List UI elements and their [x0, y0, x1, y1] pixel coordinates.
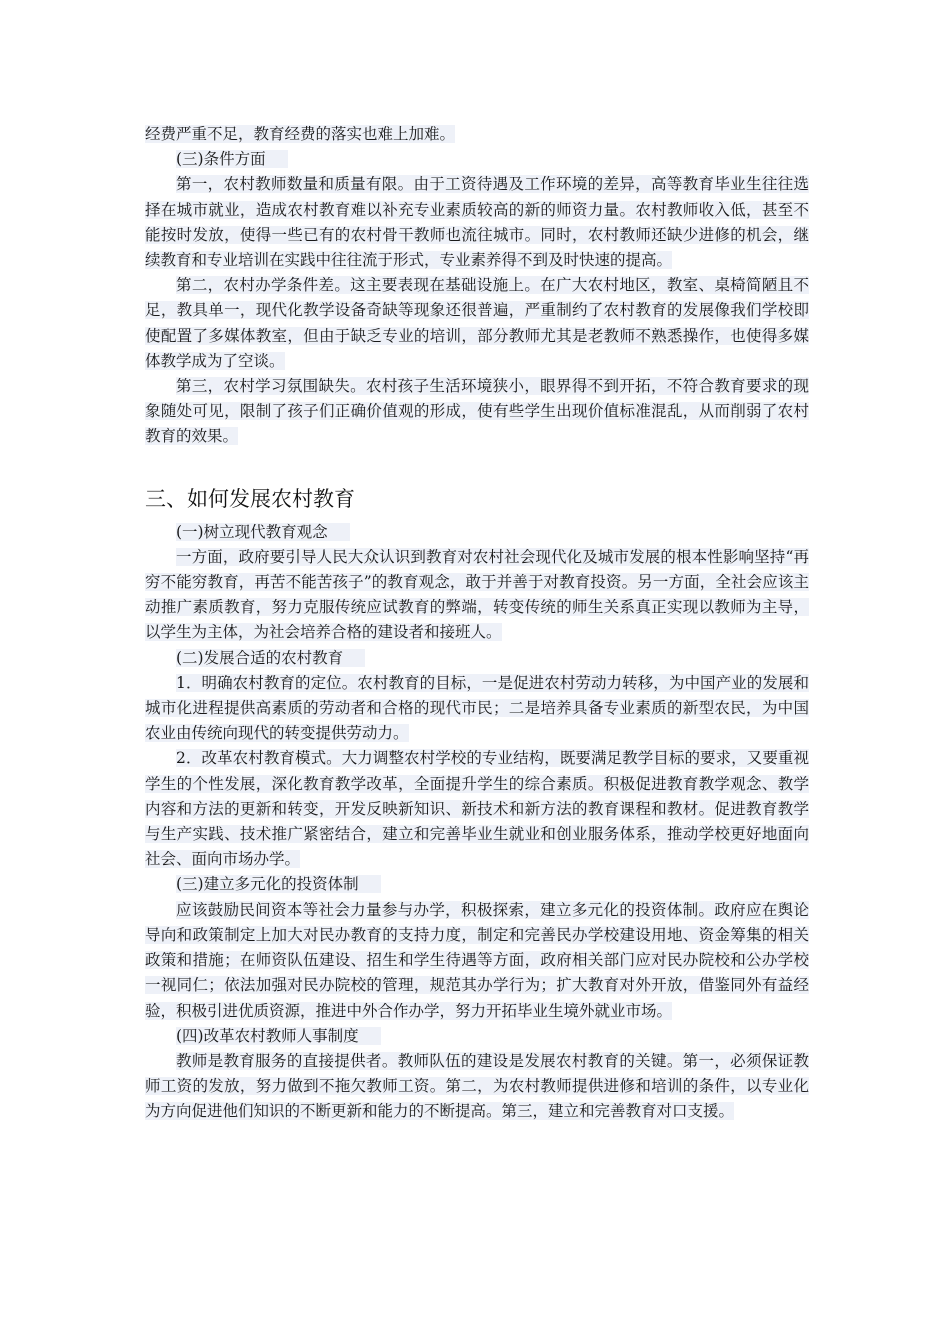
paragraph-modern-concept: [145, 545, 809, 646]
subheading-personnel: [145, 1024, 809, 1049]
paragraph-reform-model: [145, 746, 809, 872]
paragraph-text: 第一，农村教师数量和质量有限。由于工资待遇及工作环境的差异，高等教育毕业生往往选择在城市就业，造成农村教育难以补充专业素质较高的新的师资力量。农村教师收入低，甚至不能按时发放，使得一些已有的农村骨干教师也流往城市。同时，农村教师还缺少进修的机会，继续教育和专业培训在实践中往往流于形式，专业素养得不到及时快速的提高。: [145, 175, 809, 270]
paragraph-condition-1: [145, 172, 809, 273]
paragraph-text: 2．改革农村教育模式。大力调整农村学校的专业结构，既要满足教学目标的要求，又要重视学生的个性发展，深化教育教学改革，全面提升学生的综合素质。积极促进教育教学观念、教学内容和方法的更新和转变，开发反映新知识、新技术和新方法的教育课程和教材。促进教育教学与生产实践、技术推广紧密结合，建立和完善毕业生就业和创业服务体系，推动学校更好地面向社会、面向市场办学。: [145, 749, 809, 869]
paragraph-intro: [145, 122, 809, 147]
page-content: [145, 122, 809, 1125]
paragraph-text: 1．明确农村教育的定位。农村教育的目标，一是促进农村劳动力转移，为中国产业的发展和城市化进程提供高素质的劳动者和合格的现代市民；二是培养具备专业素质的新型农民，为中国农业由传统向现代的转变提供劳动力。: [145, 673, 809, 743]
paragraph-condition-2: [145, 273, 809, 374]
paragraph-personnel: [145, 1049, 809, 1125]
subheading-text: (二)发展合适的农村教育: [176, 649, 365, 667]
subheading-conditions: [145, 147, 809, 172]
paragraph-positioning: [145, 671, 809, 747]
paragraph-text: 应该鼓励民间资本等社会力量参与办学，积极探索，建立多元化的投资体制。政府应在舆论导向和政策制定上加大对民办教育的支持力度，制定和完善民办学校建设用地、资金筹集的相关政策和措施；在师资队伍建设、招生和学生待遇等方面，政府相关部门应对民办院校和公办学校一视同仁；依法加强对民办院校的管理，规范其办学行为；扩大教育对外开放，借鉴同外有益经验，积极引进优质资源，推进中外合作办学，努力开拓毕业生境外就业市场。: [145, 900, 809, 1020]
paragraph-condition-3: [145, 374, 809, 450]
subheading-text: (一)树立现代教育观念: [176, 523, 350, 541]
paragraph-text: 一方面，政府要引导人民大众认识到教育对农村社会现代化及城市发展的根本性影响坚持“再穷不能穷教育，再苦不能苦孩子”的教育观念，敢于并善于对教育投资。另一方面，全社会应该主动推广素质教育，努力克服传统应试教育的弊端，转变传统的师生关系真正实现以教师为主导，以学生为主体，为社会培养合格的建设者和接班人。: [145, 547, 809, 642]
paragraph-text: 经费严重不足，教育经费的落实也难上加难。: [145, 125, 456, 143]
subheading-text: (三)条件方面: [176, 150, 288, 168]
paragraph-text: 教师是教育服务的直接提供者。教师队伍的建设是发展农村教育的关键。第一，必须保证教师工资的发放，努力做到不拖欠教师工资。第二，为农村教师提供进修和培训的条件，以专业化为方向促进他们知识的不断更新和能力的不断提高。第三，建立和完善教育对口支援。: [145, 1051, 809, 1121]
paragraph-text: 第二，农村办学条件差。这主要表现在基础设施上。在广大农村地区，教室、桌椅简陋且不足，教具单一，现代化教学设备奇缺等现象还很普遍，严重制约了农村教育的发展像我们学校即使配置了多媒体教室，但由于缺乏专业的培训，部分教师尤其是老教师不熟悉操作，也使得多媒体教学成为了空谈。: [145, 276, 809, 370]
section-heading: 三、如何发展农村教育: [145, 486, 355, 511]
subheading-suitable-education: [145, 646, 809, 671]
subheading-text: (四)改革农村教师人事制度: [176, 1027, 381, 1045]
paragraph-text: 第三，农村学习氛围缺失。农村孩子生活环境狭小，眼界得不到开拓，不符合教育要求的现象随处可见，限制了孩子们正确价值观的形成，使有些学生出现价值标准混乱，从而削弱了农村教育的效果。: [145, 377, 809, 446]
subheading-modern-concept: [145, 520, 809, 545]
subheading-text: (三)建立多元化的投资体制: [176, 875, 381, 893]
subheading-investment: [145, 872, 809, 897]
paragraph-investment: [145, 898, 809, 1024]
